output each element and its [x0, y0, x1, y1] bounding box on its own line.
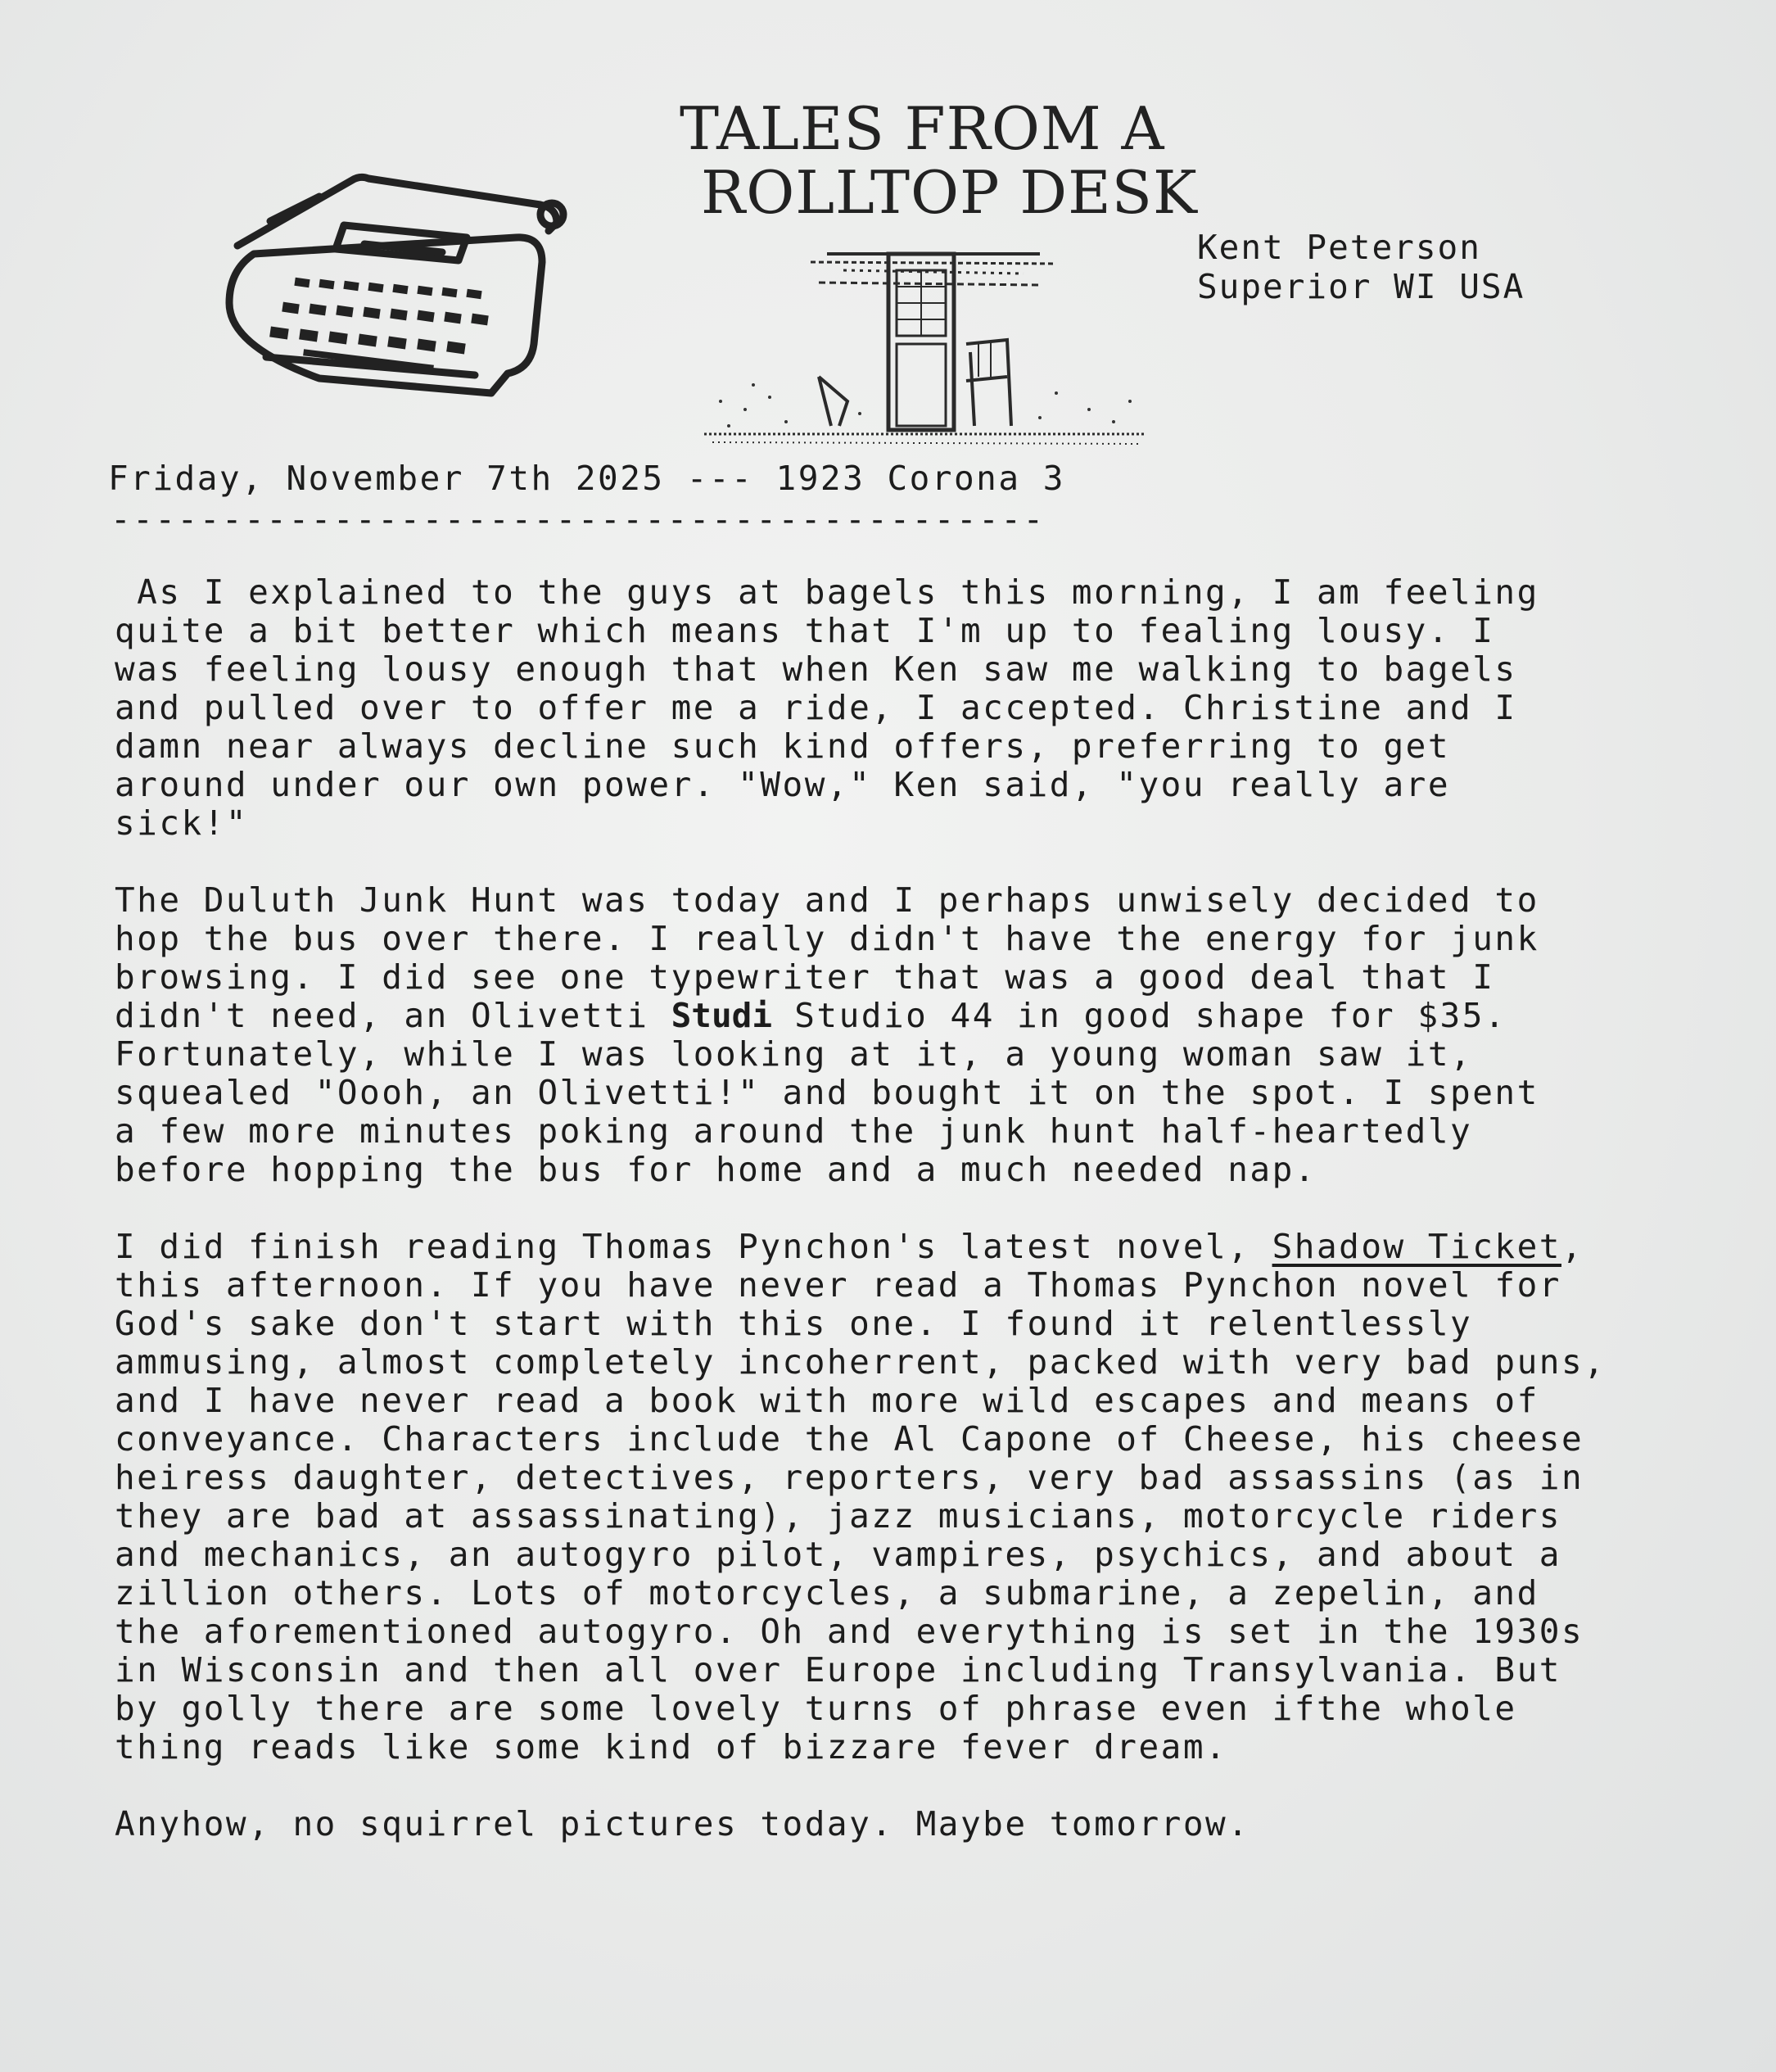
- paragraph-2: [115, 881, 1670, 1189]
- text-line: and I have never read a book with more wild escapes and means of: [115, 1381, 1539, 1420]
- text-line: browsing. I did see one typewriter that was a good deal that I: [115, 957, 1495, 997]
- letter-body: [115, 573, 1670, 1882]
- dateline: Friday, November 7th 2025 --- 1923 Corona 3: [108, 459, 1065, 498]
- book-title: Shadow Ticket: [1272, 1227, 1561, 1266]
- text-line: hop the bus over there. I really didn't have the energy for junk: [115, 919, 1539, 958]
- text-line: in Wisconsin and then all over Europe including Transylvania. But: [115, 1650, 1561, 1690]
- masthead-title-line-2: ROLLTOP DESK: [701, 158, 1198, 227]
- text-fragment: I did finish reading Thomas Pynchon's latest novel,: [115, 1227, 1272, 1266]
- text-line: God's sake don't start with this one. I found it relentlessly: [115, 1304, 1473, 1343]
- text-line: zillion others. Lots of motorcycles, a submarine, a zepelin, and: [115, 1573, 1539, 1613]
- text-line: by golly there are some lovely turns of phrase even ifthe whole: [115, 1689, 1517, 1728]
- text-line: they are bad at assassinating), jazz musicians, motorcycle riders: [115, 1496, 1561, 1536]
- struck-through-word: Studi: [671, 996, 773, 1035]
- text-line: quite a bit better which means that I'm up to fealing lousy. I: [115, 611, 1495, 650]
- author-location: Superior WI USA: [1197, 267, 1525, 306]
- text-line: this afternoon. If you have never read a Thomas Pynchon novel for: [115, 1265, 1561, 1305]
- paragraph-4: [115, 1805, 1670, 1844]
- text-line: around under our own power. "Wow," Ken said, "you really are: [115, 765, 1451, 804]
- text-line: The Duluth Junk Hunt was today and I perhaps unwisely decided to: [115, 880, 1539, 920]
- text-line: As I explained to the guys at bagels this morning, I am feeling: [115, 572, 1539, 612]
- text-line: damn near always decline such kind offers, preferring to get: [115, 726, 1451, 766]
- text-line: conveyance. Characters include the Al Capone of Cheese, his cheese: [115, 1419, 1584, 1459]
- text-line: [115, 997, 1670, 1035]
- text-line: and mechanics, an autogyro pilot, vampires, psychics, and about a: [115, 1535, 1561, 1574]
- text-line: and pulled over to offer me a ride, I accepted. Christine and I: [115, 688, 1517, 727]
- paragraph-3: [115, 1228, 1670, 1767]
- text-line: Fortunately, while I was looking at it, a young woman saw it,: [115, 1034, 1473, 1074]
- masthead-title: [680, 94, 1198, 227]
- text-line: ammusing, almost completely incoherrent, packed with very bad puns,: [115, 1342, 1607, 1382]
- text-fragment: ,: [1561, 1227, 1584, 1266]
- text-line: a few more minutes poking around the junk hunt half-heartedly: [115, 1111, 1473, 1151]
- text-line: the aforementioned autogyro. Oh and everything is set in the 1930s: [115, 1612, 1584, 1651]
- text-line: [115, 1228, 1670, 1266]
- text-line: thing reads like some kind of bizzare fever dream.: [115, 1727, 1228, 1767]
- author-block: [1197, 228, 1525, 306]
- paragraph-1: [115, 573, 1670, 843]
- text-line: squealed "Oooh, an Olivetti!" and bought it on the spot. I spent: [115, 1073, 1539, 1112]
- author-name: Kent Peterson: [1197, 228, 1481, 267]
- text-fragment: Studio 44 in good shape for $35.: [772, 996, 1507, 1035]
- text-line: Anyhow, no squirrel pictures today. Maybe tomorrow.: [115, 1804, 1250, 1844]
- text-line: was feeling lousy enough that when Ken saw me walking to bagels: [115, 649, 1517, 689]
- text-line: heiress daughter, detectives, reporters, very bad assassins (as in: [115, 1458, 1584, 1497]
- rolltop-desk-icon: [696, 238, 1155, 459]
- text-fragment: didn't need, an Olivetti: [115, 996, 671, 1035]
- masthead-title-line-1: TALES FROM A: [680, 94, 1165, 163]
- text-line: before hopping the bus for home and a much needed nap.: [115, 1150, 1317, 1189]
- typewriter-icon: [221, 164, 598, 409]
- dateline-rule: ------------------------------------------: [111, 500, 1046, 539]
- text-line: sick!": [115, 803, 249, 843]
